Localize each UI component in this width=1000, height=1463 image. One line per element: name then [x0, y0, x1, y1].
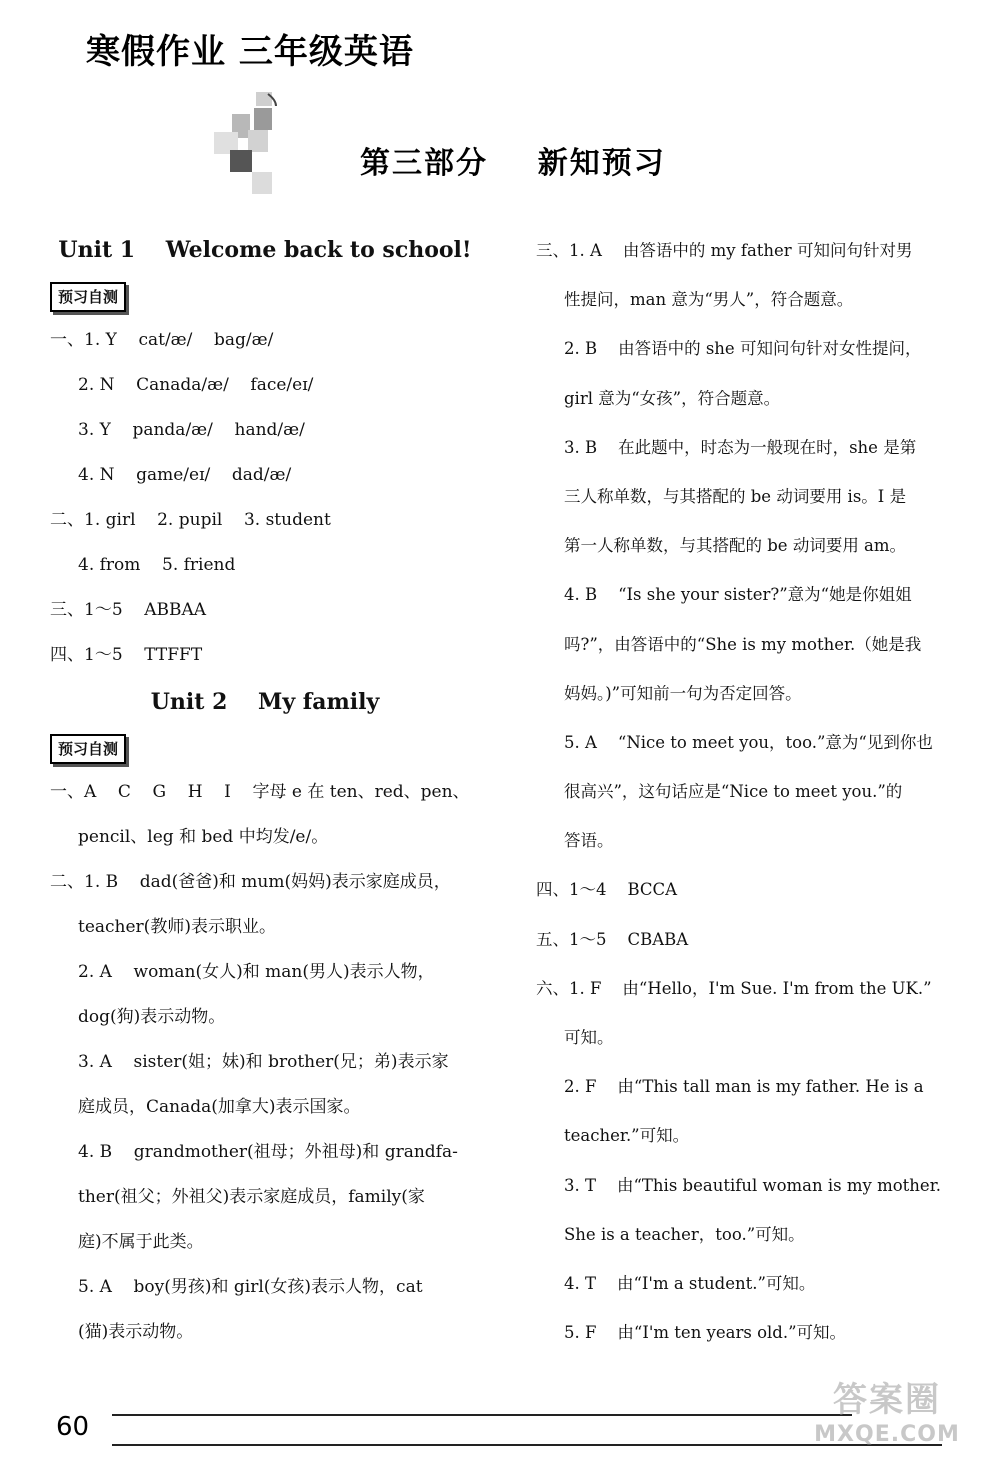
answer-line: girl 意为“女孩”，符合题意。: [564, 388, 781, 408]
answer-line: 吗?”，由答语中的“She is my mother.（她是我: [564, 634, 922, 654]
answer-line: 5. A boy(男孩)和 girl(女孩)表示人物，cat: [78, 1277, 423, 1297]
footer-rule: [112, 1414, 852, 1416]
answer-line: 一、1. Y cat/æ/ bag/æ/: [50, 330, 274, 350]
section-label: 预习自测: [50, 282, 126, 312]
answer-line: 很高兴”，这句话应是“Nice to meet you.”的: [564, 782, 903, 802]
answer-line: 3. T 由“This beautiful woman is my mother.: [564, 1175, 942, 1195]
section-label: 预习自测: [50, 734, 126, 764]
answer-line: 3. A sister(姐；妹)和 brother(兄；弟)表示家: [78, 1052, 449, 1072]
answer-line: 4. B “Is she your sister?”意为“她是你姐姐: [564, 585, 912, 605]
answer-line: 庭)不属于此类。: [78, 1232, 204, 1252]
answer-line: dog(狗)表示动物。: [78, 1007, 226, 1027]
answer-line: teacher(教师)表示职业。: [78, 917, 276, 937]
answer-line: 妈妈。)”可知前一句为否定回答。: [564, 683, 802, 703]
watermark-text: 答案圈: [833, 1380, 941, 1420]
answer-line: 5. F 由“I'm ten years old.”可知。: [564, 1323, 847, 1343]
answer-line: 六、1. F 由“Hello，I'm Sue. I'm from the UK.”: [536, 978, 932, 998]
watermark-url: MXQE.COM: [814, 1422, 960, 1447]
answer-line: ther(祖父；外祖父)表示家庭成员，family(家: [78, 1187, 425, 1207]
answer-line: 三、1～5 ABBAA: [50, 600, 207, 620]
answer-line: 4. N game/eɪ/ dad/æ/: [78, 465, 292, 485]
answer-line: 5. A “Nice to meet you，too.”意为“见到你也: [564, 732, 933, 752]
answer-line: 三人称单数，与其搭配的 be 动词要用 is。I 是: [564, 486, 907, 506]
unit1-title: Unit 1 Welcome back to school!: [58, 237, 472, 263]
page-number: 60: [56, 1412, 90, 1442]
unit2-title: Unit 2 My family: [150, 689, 380, 715]
answer-line: 庭成员，Canada(加拿大)表示国家。: [78, 1097, 361, 1117]
answer-line: pencil、leg 和 bed 中均发/e/。: [78, 827, 329, 847]
left-column: [50, 226, 480, 1355]
answer-line: 3. Y panda/æ/ hand/æ/: [78, 420, 305, 440]
answer-line: 2. N Canada/æ/ face/eɪ/: [78, 375, 314, 395]
answer-line: 性提问，man 意为“男人”，符合题意。: [564, 290, 854, 310]
answer-line: 可知。: [564, 1028, 614, 1047]
answer-line: She is a teacher，too.”可知。: [564, 1224, 805, 1244]
answer-line: 4. from 5. friend: [78, 555, 236, 575]
answer-line: 2. A woman(女人)和 man(男人)表示人物，: [78, 962, 435, 982]
answer-line: 2. B 由答语中的 she 可知问句针对女性提问，: [564, 339, 922, 359]
answer-line: 答语。: [564, 831, 614, 851]
answer-line: 4. B grandmother(祖母；外祖母)和 grandfa-: [78, 1142, 458, 1162]
part-title: 第三部分 新知预习: [360, 146, 666, 181]
decorative-logo: [204, 92, 284, 212]
answer-line: teacher.”可知。: [564, 1126, 690, 1146]
watermark: [802, 1380, 972, 1456]
right-column: [536, 226, 976, 1357]
answer-line: 二、1. B dad(爸爸)和 mum(妈妈)表示家庭成员，: [50, 872, 451, 892]
answer-line: 3. B 在此题中，时态为一般现在时，she 是第: [564, 437, 917, 457]
answer-line: 四、1～5 TTFFT: [50, 645, 203, 665]
answer-line: 三、1. A 由答语中的 my father 可知问句针对男: [536, 241, 913, 260]
answer-line: 一、A C G H I 字母 e 在 ten、red、pen、: [50, 782, 470, 802]
answer-line: 二、1. girl 2. pupil 3. student: [50, 510, 331, 530]
answer-line: 五、1～5 CBABA: [536, 929, 689, 949]
answer-line: 4. T 由“I'm a student.”可知。: [564, 1273, 816, 1293]
answer-line: 四、1～4 BCCA: [536, 880, 678, 900]
answer-line: (猫)表示动物。: [78, 1322, 194, 1342]
book-title: 寒假作业 三年级英语: [86, 32, 414, 72]
answer-line: 第一人称单数，与其搭配的 be 动词要用 am。: [564, 536, 907, 556]
answer-line: 2. F 由“This tall man is my father. He is a: [564, 1077, 924, 1097]
